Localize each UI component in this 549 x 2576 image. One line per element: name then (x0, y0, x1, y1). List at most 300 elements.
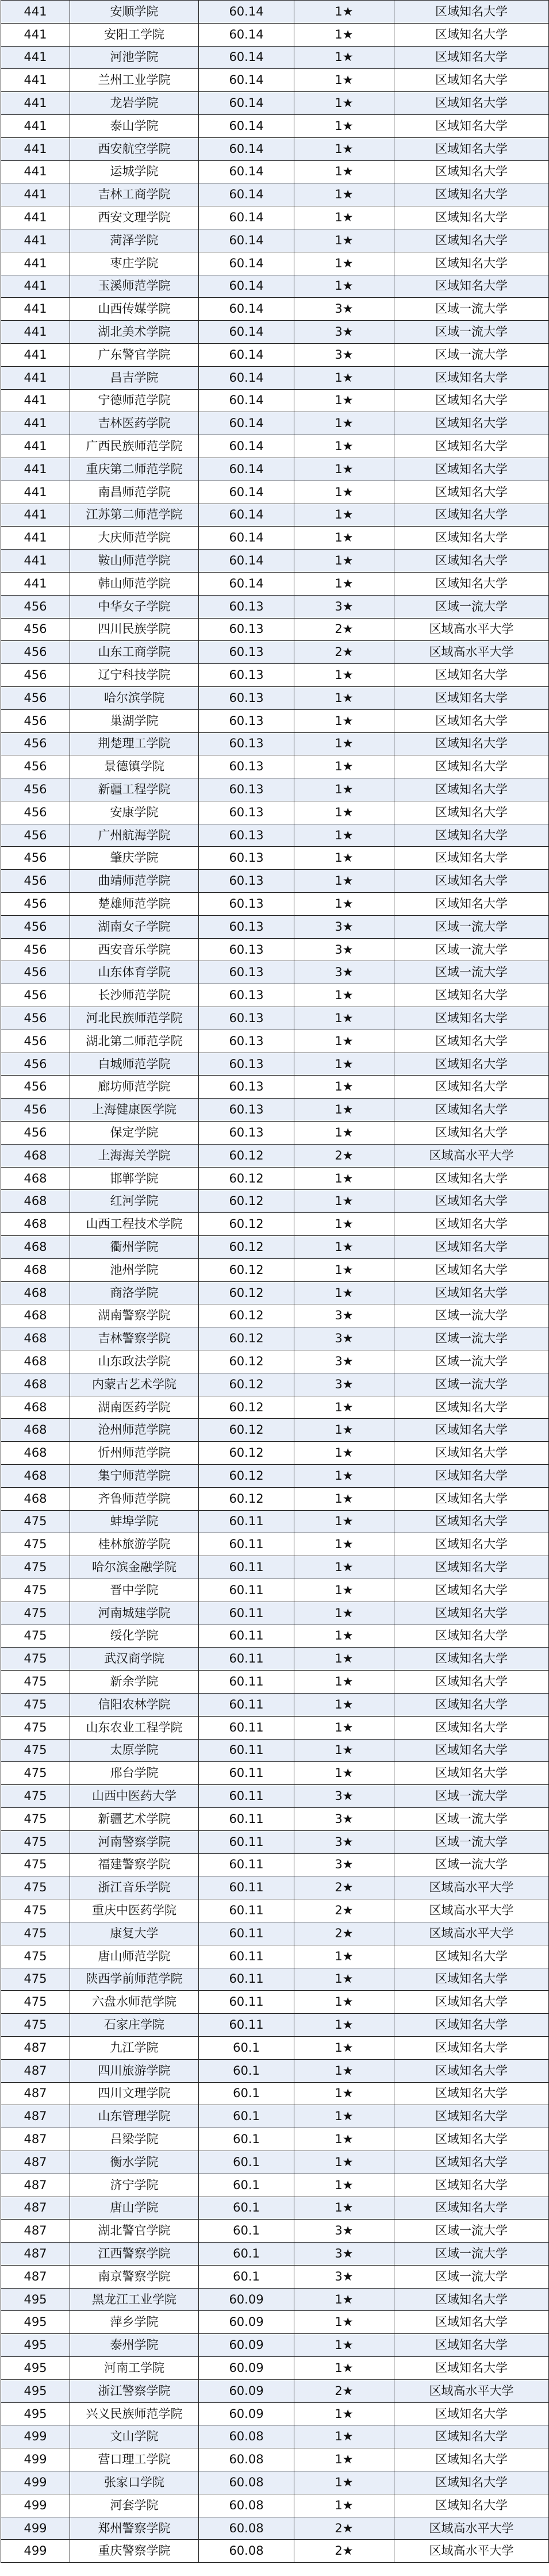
table-row (1, 1922, 549, 1945)
score-cell: 60.09 (199, 2288, 294, 2311)
table-row (1, 2151, 549, 2174)
rank-cell: 456 (1, 847, 70, 870)
table-row (1, 1465, 549, 1488)
score-cell: 60.14 (199, 114, 294, 137)
rank-cell: 475 (1, 2014, 70, 2037)
university-tier-cell: 区域高水平大学 (394, 1922, 549, 1945)
star-level-cell: 2★ (294, 2379, 394, 2402)
university-tier-cell: 区域知名大学 (394, 732, 549, 755)
table-row (1, 527, 549, 550)
rank-cell: 441 (1, 321, 70, 344)
table-row (1, 1579, 549, 1602)
rank-cell: 475 (1, 1671, 70, 1694)
star-level-cell: 3★ (294, 915, 394, 938)
table-row (1, 1099, 549, 1122)
table-row (1, 1419, 549, 1442)
rank-cell: 468 (1, 1396, 70, 1419)
rank-cell: 456 (1, 732, 70, 755)
star-level-cell: 1★ (294, 1991, 394, 2014)
university-tier-cell: 区域知名大学 (394, 1716, 549, 1739)
score-cell: 60.14 (199, 23, 294, 46)
rank-cell: 475 (1, 1853, 70, 1876)
star-level-cell: 1★ (294, 2082, 394, 2105)
score-cell: 60.08 (199, 2471, 294, 2494)
star-level-cell: 1★ (294, 2334, 394, 2357)
score-cell: 60.11 (199, 1830, 294, 1853)
star-level-cell: 1★ (294, 778, 394, 801)
rank-cell: 475 (1, 1991, 70, 2014)
school-name-cell: 池州学院 (70, 1258, 199, 1281)
star-level-cell: 1★ (294, 1945, 394, 1968)
star-level-cell: 3★ (294, 1350, 394, 1373)
score-cell: 60.14 (199, 252, 294, 275)
table-row (1, 2288, 549, 2311)
star-level-cell: 3★ (294, 343, 394, 366)
rank-cell: 456 (1, 824, 70, 847)
school-name-cell: 保定学院 (70, 1122, 199, 1145)
school-name-cell: 武汉商学院 (70, 1648, 199, 1671)
university-tier-cell: 区域一流大学 (394, 2265, 549, 2288)
score-cell: 60.13 (199, 1122, 294, 1145)
rank-cell: 456 (1, 984, 70, 1007)
school-name-cell: 康复大学 (70, 1922, 199, 1945)
table-row (1, 2448, 549, 2471)
score-cell: 60.09 (199, 2357, 294, 2380)
score-cell: 60.12 (199, 1396, 294, 1419)
table-row (1, 847, 549, 870)
university-tier-cell: 区域知名大学 (394, 206, 549, 229)
school-name-cell: 衢州学院 (70, 1236, 199, 1259)
table-row (1, 641, 549, 664)
rank-cell: 487 (1, 2265, 70, 2288)
rank-cell: 456 (1, 801, 70, 824)
star-level-cell: 1★ (294, 1122, 394, 1145)
score-cell: 60.13 (199, 961, 294, 984)
school-name-cell: 集宁师范学院 (70, 1465, 199, 1488)
school-name-cell: 四川文理学院 (70, 2082, 199, 2105)
star-level-cell: 1★ (294, 686, 394, 709)
school-name-cell: 龙岩学院 (70, 92, 199, 115)
rank-cell: 468 (1, 1190, 70, 1213)
star-level-cell: 1★ (294, 69, 394, 92)
school-name-cell: 齐鲁师范学院 (70, 1487, 199, 1510)
star-level-cell: 1★ (294, 2059, 394, 2082)
table-row (1, 1602, 549, 1625)
table-row (1, 1945, 549, 1968)
star-level-cell: 3★ (294, 2243, 394, 2266)
rank-cell: 468 (1, 1213, 70, 1236)
school-name-cell: 泰山学院 (70, 114, 199, 137)
score-cell: 60.13 (199, 893, 294, 916)
school-name-cell: 河南工学院 (70, 2357, 199, 2380)
rank-cell: 475 (1, 1716, 70, 1739)
star-level-cell: 1★ (294, 1465, 394, 1488)
score-cell: 60.11 (199, 1945, 294, 1968)
score-cell: 60.14 (199, 435, 294, 458)
rank-cell: 475 (1, 1899, 70, 1922)
rank-cell: 495 (1, 2311, 70, 2334)
ranking-table-body (1, 1, 549, 2563)
table-row (1, 915, 549, 938)
table-row (1, 1373, 549, 1396)
table-row (1, 1739, 549, 1762)
star-level-cell: 1★ (294, 2105, 394, 2128)
score-cell: 60.08 (199, 2425, 294, 2448)
table-row (1, 1327, 549, 1350)
score-cell: 60.1 (199, 2243, 294, 2266)
school-name-cell: 商洛学院 (70, 1281, 199, 1304)
rank-cell: 441 (1, 229, 70, 252)
table-row (1, 709, 549, 732)
table-row (1, 1076, 549, 1099)
university-tier-cell: 区域知名大学 (394, 481, 549, 504)
score-cell: 60.13 (199, 1030, 294, 1053)
university-tier-cell: 区域知名大学 (394, 1671, 549, 1694)
school-name-cell: 黑龙江工业学院 (70, 2288, 199, 2311)
star-level-cell: 1★ (294, 504, 394, 527)
score-cell: 60.11 (199, 1853, 294, 1876)
table-row (1, 1830, 549, 1853)
table-row (1, 481, 549, 504)
university-tier-cell: 区域一流大学 (394, 1350, 549, 1373)
star-level-cell: 3★ (294, 1830, 394, 1853)
star-level-cell: 1★ (294, 206, 394, 229)
table-row (1, 366, 549, 389)
university-tier-cell: 区域知名大学 (394, 1419, 549, 1442)
school-name-cell: 湖南医药学院 (70, 1396, 199, 1419)
star-level-cell: 3★ (294, 1853, 394, 1876)
score-cell: 60.14 (199, 550, 294, 573)
university-tier-cell: 区域知名大学 (394, 893, 549, 916)
school-name-cell: 四川旅游学院 (70, 2059, 199, 2082)
table-row (1, 160, 549, 183)
table-row (1, 1899, 549, 1922)
university-tier-cell: 区域知名大学 (394, 2494, 549, 2517)
table-row (1, 1625, 549, 1648)
star-level-cell: 1★ (294, 1236, 394, 1259)
rank-cell: 487 (1, 2174, 70, 2197)
university-tier-cell: 区域高水平大学 (394, 2540, 549, 2563)
university-tier-cell: 区域知名大学 (394, 458, 549, 481)
university-tier-cell: 区域一流大学 (394, 1304, 549, 1327)
school-name-cell: 南昌师范学院 (70, 481, 199, 504)
school-name-cell: 四川民族学院 (70, 618, 199, 641)
star-level-cell: 3★ (294, 1304, 394, 1327)
score-cell: 60.14 (199, 1, 294, 24)
table-row (1, 572, 549, 595)
score-cell: 60.13 (199, 1053, 294, 1076)
school-name-cell: 廊坊师范学院 (70, 1076, 199, 1099)
university-tier-cell: 区域知名大学 (394, 801, 549, 824)
table-row (1, 69, 549, 92)
school-name-cell: 白城师范学院 (70, 1053, 199, 1076)
table-row (1, 2243, 549, 2266)
table-row (1, 1487, 549, 1510)
score-cell: 60.1 (199, 2036, 294, 2059)
university-tier-cell: 区域一流大学 (394, 1853, 549, 1876)
university-tier-cell: 区域知名大学 (394, 23, 549, 46)
table-row (1, 435, 549, 458)
star-level-cell: 3★ (294, 961, 394, 984)
rank-cell: 456 (1, 755, 70, 778)
rank-cell: 468 (1, 1419, 70, 1442)
score-cell: 60.13 (199, 686, 294, 709)
score-cell: 60.11 (199, 1762, 294, 1785)
rank-cell: 487 (1, 2243, 70, 2266)
university-tier-cell: 区域知名大学 (394, 2151, 549, 2174)
university-tier-cell: 区域知名大学 (394, 2471, 549, 2494)
school-name-cell: 蚌埠学院 (70, 1510, 199, 1533)
university-tier-cell: 区域一流大学 (394, 298, 549, 321)
star-level-cell: 3★ (294, 1373, 394, 1396)
university-tier-cell: 区域知名大学 (394, 2059, 549, 2082)
university-tier-cell: 区域知名大学 (394, 2334, 549, 2357)
star-level-cell: 1★ (294, 1556, 394, 1579)
rank-cell: 441 (1, 160, 70, 183)
table-row (1, 1281, 549, 1304)
score-cell: 60.11 (199, 1785, 294, 1808)
table-row (1, 1648, 549, 1671)
star-level-cell: 2★ (294, 641, 394, 664)
school-name-cell: 吉林工商学院 (70, 183, 199, 206)
rank-cell: 487 (1, 2151, 70, 2174)
star-level-cell: 1★ (294, 1671, 394, 1694)
table-row (1, 1716, 549, 1739)
star-level-cell: 1★ (294, 2151, 394, 2174)
rank-cell: 441 (1, 458, 70, 481)
table-row (1, 2014, 549, 2037)
star-level-cell: 1★ (294, 893, 394, 916)
school-name-cell: 安阳工学院 (70, 23, 199, 46)
star-level-cell: 1★ (294, 46, 394, 69)
university-tier-cell: 区域知名大学 (394, 847, 549, 870)
rank-cell: 441 (1, 527, 70, 550)
star-level-cell: 1★ (294, 847, 394, 870)
score-cell: 60.13 (199, 709, 294, 732)
university-tier-cell: 区域知名大学 (394, 1579, 549, 1602)
star-level-cell: 1★ (294, 92, 394, 115)
rank-cell: 456 (1, 1007, 70, 1030)
university-tier-cell: 区域知名大学 (394, 1099, 549, 1122)
star-level-cell: 1★ (294, 229, 394, 252)
rank-cell: 441 (1, 69, 70, 92)
school-name-cell: 桂林旅游学院 (70, 1533, 199, 1556)
star-level-cell: 1★ (294, 2014, 394, 2037)
university-tier-cell: 区域知名大学 (394, 504, 549, 527)
score-cell: 60.13 (199, 732, 294, 755)
school-name-cell: 张家口学院 (70, 2471, 199, 2494)
table-row (1, 321, 549, 344)
score-cell: 60.13 (199, 1007, 294, 1030)
school-name-cell: 辽宁科技学院 (70, 664, 199, 687)
score-cell: 60.14 (199, 389, 294, 412)
school-name-cell: 大庆师范学院 (70, 527, 199, 550)
rank-cell: 456 (1, 778, 70, 801)
star-level-cell: 1★ (294, 1716, 394, 1739)
school-name-cell: 忻州师范学院 (70, 1442, 199, 1465)
score-cell: 60.11 (199, 1556, 294, 1579)
rank-cell: 441 (1, 183, 70, 206)
table-row (1, 2402, 549, 2425)
table-row (1, 2311, 549, 2334)
score-cell: 60.13 (199, 1076, 294, 1099)
school-name-cell: 浙江警察学院 (70, 2379, 199, 2402)
rank-cell: 475 (1, 1807, 70, 1830)
school-name-cell: 山东农业工程学院 (70, 1716, 199, 1739)
university-tier-cell: 区域知名大学 (394, 1396, 549, 1419)
rank-cell: 441 (1, 206, 70, 229)
star-level-cell: 2★ (294, 1899, 394, 1922)
university-tier-cell: 区域知名大学 (394, 2105, 549, 2128)
rank-cell: 441 (1, 1, 70, 24)
school-name-cell: 广西民族师范学院 (70, 435, 199, 458)
table-row (1, 114, 549, 137)
university-tier-cell: 区域知名大学 (394, 686, 549, 709)
table-row (1, 183, 549, 206)
score-cell: 60.13 (199, 664, 294, 687)
rank-cell: 475 (1, 1876, 70, 1899)
rank-cell: 487 (1, 2128, 70, 2151)
university-tier-cell: 区域知名大学 (394, 183, 549, 206)
table-row (1, 2494, 549, 2517)
university-tier-cell: 区域知名大学 (394, 229, 549, 252)
rank-cell: 499 (1, 2517, 70, 2540)
rank-cell: 456 (1, 641, 70, 664)
table-row (1, 343, 549, 366)
star-level-cell: 1★ (294, 1281, 394, 1304)
star-level-cell: 1★ (294, 1762, 394, 1785)
score-cell: 60.14 (199, 343, 294, 366)
score-cell: 60.13 (199, 984, 294, 1007)
school-name-cell: 安顺学院 (70, 1, 199, 24)
star-level-cell: 2★ (294, 1144, 394, 1167)
star-level-cell: 2★ (294, 1922, 394, 1945)
star-level-cell: 1★ (294, 824, 394, 847)
score-cell: 60.13 (199, 801, 294, 824)
score-cell: 60.13 (199, 847, 294, 870)
university-tier-cell: 区域高水平大学 (394, 1876, 549, 1899)
table-row (1, 2059, 549, 2082)
table-row (1, 298, 549, 321)
school-name-cell: 荆楚理工学院 (70, 732, 199, 755)
score-cell: 60.1 (199, 2128, 294, 2151)
rank-cell: 475 (1, 1922, 70, 1945)
rank-cell: 475 (1, 1785, 70, 1808)
star-level-cell: 1★ (294, 1442, 394, 1465)
rank-cell: 475 (1, 1762, 70, 1785)
rank-cell: 456 (1, 870, 70, 893)
university-tier-cell: 区域一流大学 (394, 1373, 549, 1396)
university-tier-cell: 区域高水平大学 (394, 618, 549, 641)
score-cell: 60.14 (199, 412, 294, 435)
score-cell: 60.11 (199, 1625, 294, 1648)
star-level-cell: 1★ (294, 2174, 394, 2197)
score-cell: 60.11 (199, 1899, 294, 1922)
school-name-cell: 湖北第二师范学院 (70, 1030, 199, 1053)
rank-cell: 456 (1, 938, 70, 961)
school-name-cell: 枣庄学院 (70, 252, 199, 275)
star-level-cell: 1★ (294, 137, 394, 160)
rank-cell: 475 (1, 1533, 70, 1556)
star-level-cell: 1★ (294, 160, 394, 183)
university-tier-cell: 区域知名大学 (394, 1007, 549, 1030)
school-name-cell: 长沙师范学院 (70, 984, 199, 1007)
star-level-cell: 1★ (294, 366, 394, 389)
table-row (1, 504, 549, 527)
rank-cell: 441 (1, 481, 70, 504)
rank-cell: 441 (1, 92, 70, 115)
school-name-cell: 吕梁学院 (70, 2128, 199, 2151)
star-level-cell: 1★ (294, 389, 394, 412)
score-cell: 60.12 (199, 1258, 294, 1281)
star-level-cell: 1★ (294, 1099, 394, 1122)
score-cell: 60.11 (199, 1991, 294, 2014)
university-tier-cell: 区域知名大学 (394, 1053, 549, 1076)
school-name-cell: 山东管理学院 (70, 2105, 199, 2128)
school-name-cell: 石家庄学院 (70, 2014, 199, 2037)
score-cell: 60.12 (199, 1167, 294, 1190)
table-row (1, 1671, 549, 1694)
table-row (1, 1853, 549, 1876)
score-cell: 60.12 (199, 1190, 294, 1213)
university-tier-cell: 区域知名大学 (394, 435, 549, 458)
score-cell: 60.12 (199, 1281, 294, 1304)
score-cell: 60.09 (199, 2334, 294, 2357)
rank-cell: 456 (1, 709, 70, 732)
table-row (1, 137, 549, 160)
table-row (1, 92, 549, 115)
university-tier-cell: 区域知名大学 (394, 412, 549, 435)
table-row (1, 686, 549, 709)
rank-cell: 441 (1, 435, 70, 458)
score-cell: 60.13 (199, 641, 294, 664)
school-name-cell: 安康学院 (70, 801, 199, 824)
score-cell: 60.14 (199, 160, 294, 183)
table-row (1, 2334, 549, 2357)
school-name-cell: 河南城建学院 (70, 1602, 199, 1625)
rank-cell: 487 (1, 2059, 70, 2082)
school-name-cell: 宁德师范学院 (70, 389, 199, 412)
table-row (1, 2105, 549, 2128)
score-cell: 60.12 (199, 1442, 294, 1465)
school-name-cell: 肇庆学院 (70, 847, 199, 870)
rank-cell: 441 (1, 572, 70, 595)
table-row (1, 2174, 549, 2197)
university-tier-cell: 区域知名大学 (394, 252, 549, 275)
university-tier-cell: 区域一流大学 (394, 1807, 549, 1830)
university-tier-cell: 区域一流大学 (394, 1830, 549, 1853)
rank-cell: 468 (1, 1236, 70, 1259)
university-tier-cell: 区域一流大学 (394, 2220, 549, 2243)
score-cell: 60.1 (199, 2197, 294, 2220)
school-name-cell: 广东警官学院 (70, 343, 199, 366)
rank-cell: 468 (1, 1304, 70, 1327)
rank-cell: 441 (1, 137, 70, 160)
university-tier-cell: 区域知名大学 (394, 1, 549, 24)
rank-cell: 456 (1, 1030, 70, 1053)
star-level-cell: 1★ (294, 458, 394, 481)
school-name-cell: 重庆警察学院 (70, 2540, 199, 2563)
table-row (1, 1968, 549, 1991)
table-row (1, 1304, 549, 1327)
school-name-cell: 泰州学院 (70, 2334, 199, 2357)
table-row (1, 2425, 549, 2448)
university-tier-cell: 区域知名大学 (394, 824, 549, 847)
university-tier-cell: 区域知名大学 (394, 2128, 549, 2151)
university-tier-cell: 区域一流大学 (394, 343, 549, 366)
rank-cell: 456 (1, 1053, 70, 1076)
star-level-cell: 3★ (294, 298, 394, 321)
